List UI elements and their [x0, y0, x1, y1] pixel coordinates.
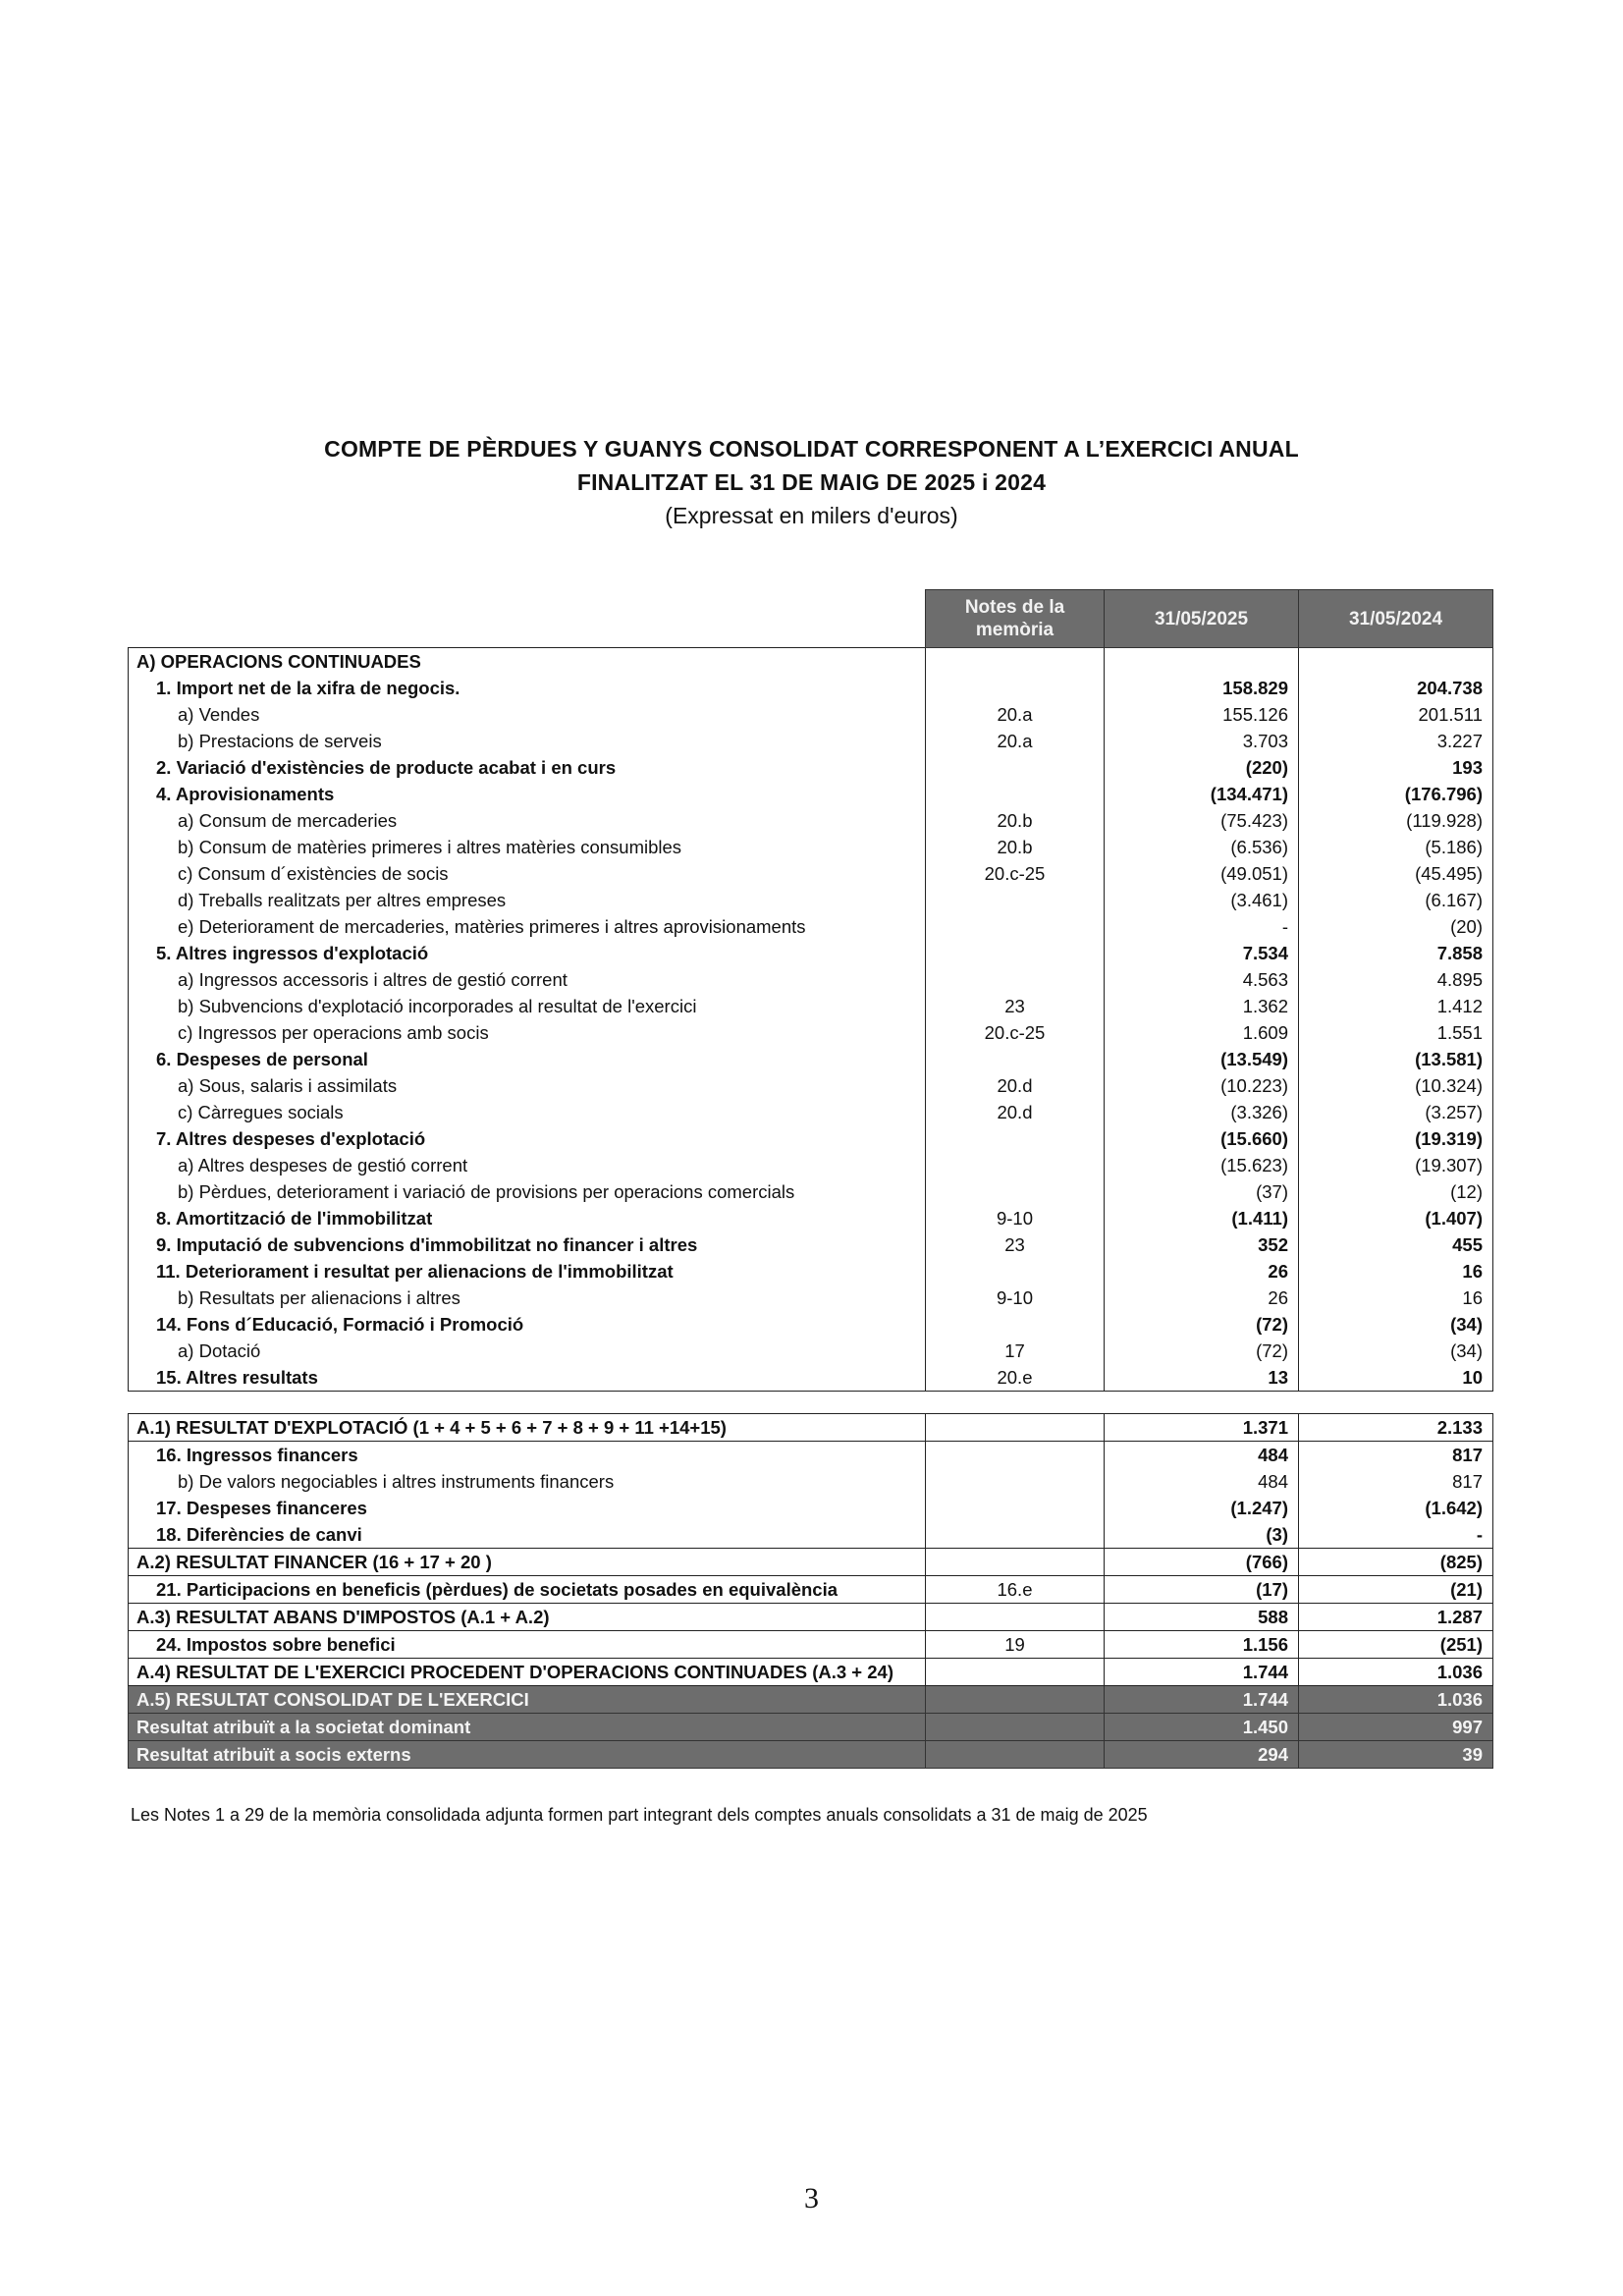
row-value-2024: 997	[1299, 1714, 1493, 1741]
row-value-2024: (119.928)	[1299, 807, 1493, 834]
row-value-2024: 817	[1299, 1442, 1493, 1469]
row-note: 23	[926, 1231, 1105, 1258]
table-row	[129, 1231, 1493, 1258]
table-row	[129, 1364, 1493, 1392]
header-notes-line-1: Notes de la	[964, 597, 1065, 618]
row-value-2024	[1299, 648, 1493, 676]
row-value-2025: (13.549)	[1105, 1046, 1299, 1072]
row-note	[926, 1659, 1105, 1686]
result-row	[129, 1604, 1493, 1631]
table-row	[129, 993, 1493, 1019]
table-row	[129, 754, 1493, 781]
header-2025: 31/05/2025	[1105, 590, 1299, 648]
row-label: c) Consum d´existències de socis	[129, 860, 926, 887]
row-note	[926, 1414, 1105, 1442]
row-note: 16.e	[926, 1576, 1105, 1604]
row-value-2024: 193	[1299, 754, 1493, 781]
row-value-2025: 294	[1105, 1741, 1299, 1769]
row-value-2024: (13.581)	[1299, 1046, 1493, 1072]
row-label: e) Deteriorament de mercaderies, matèries primeres i altres aprovisionaments	[129, 913, 926, 940]
row-label: 17. Despeses financeres	[129, 1495, 926, 1521]
row-label: 21. Participacions en beneficis (pèrdues) de societats posades en equivalència	[129, 1576, 926, 1604]
footnote: Les Notes 1 a 29 de la memòria consolidada adjunta formen part integrant dels comptes anuals consolidats a 31 de maig de 2025	[131, 1805, 1148, 1825]
row-label: d) Treballs realitzats per altres empreses	[129, 887, 926, 913]
row-label: a) Dotació	[129, 1338, 926, 1364]
result-row	[129, 1659, 1493, 1686]
result-row	[129, 1631, 1493, 1659]
table-row	[129, 1178, 1493, 1205]
table-header-row	[129, 590, 1493, 648]
row-value-2025: 7.534	[1105, 940, 1299, 966]
result-row	[129, 1442, 1493, 1469]
row-value-2025: 1.371	[1105, 1414, 1299, 1442]
row-label: 1. Import net de la xifra de negocis.	[129, 675, 926, 701]
row-value-2024: 10	[1299, 1364, 1493, 1392]
table-row	[129, 834, 1493, 860]
row-label: 18. Diferències de canvi	[129, 1521, 926, 1549]
row-note	[926, 1714, 1105, 1741]
row-note	[926, 887, 1105, 913]
row-value-2024: 4.895	[1299, 966, 1493, 993]
row-value-2024: (251)	[1299, 1631, 1493, 1659]
row-label: 15. Altres resultats	[129, 1364, 926, 1392]
row-label: 7. Altres despeses d'explotació	[129, 1125, 926, 1152]
row-value-2024: (5.186)	[1299, 834, 1493, 860]
result-row	[129, 1576, 1493, 1604]
row-value-2025: 484	[1105, 1468, 1299, 1495]
row-value-2025: (75.423)	[1105, 807, 1299, 834]
report-title-line-2: FINALITZAT EL 31 DE MAIG DE 2025 i 2024	[576, 469, 1047, 495]
row-value-2024: 16	[1299, 1258, 1493, 1285]
row-value-2025: 1.744	[1105, 1686, 1299, 1714]
row-value-2024: 817	[1299, 1468, 1493, 1495]
row-note: 19	[926, 1631, 1105, 1659]
table-row	[129, 648, 1493, 676]
result-row	[129, 1686, 1493, 1714]
row-note: 20.e	[926, 1364, 1105, 1392]
row-label: b) Subvencions d'explotació incorporades al resultat de l'exercici	[129, 993, 926, 1019]
row-label: a) Vendes	[129, 701, 926, 728]
row-value-2024: 1.036	[1299, 1686, 1493, 1714]
header-blank-cell	[129, 590, 926, 648]
result-row	[129, 1549, 1493, 1576]
table-row	[129, 1152, 1493, 1178]
row-note	[926, 1442, 1105, 1469]
row-value-2025: (49.051)	[1105, 860, 1299, 887]
row-label: Resultat atribuït a la societat dominant	[129, 1714, 926, 1741]
report-title-block	[0, 432, 1623, 532]
row-note	[926, 1258, 1105, 1285]
row-label: a) Sous, salaris i assimilats	[129, 1072, 926, 1099]
table-row	[129, 781, 1493, 807]
row-note: 20.c-25	[926, 1019, 1105, 1046]
row-value-2025: (6.536)	[1105, 834, 1299, 860]
header-2024: 31/05/2024	[1299, 590, 1493, 648]
row-value-2025: 3.703	[1105, 728, 1299, 754]
table-row	[129, 1311, 1493, 1338]
row-value-2024: 39	[1299, 1741, 1493, 1769]
row-note	[926, 1686, 1105, 1714]
row-value-2024: 204.738	[1299, 675, 1493, 701]
row-value-2024: (3.257)	[1299, 1099, 1493, 1125]
row-value-2025: (37)	[1105, 1178, 1299, 1205]
row-value-2025: (3.326)	[1105, 1099, 1299, 1125]
row-note: 20.d	[926, 1072, 1105, 1099]
row-value-2025: 26	[1105, 1285, 1299, 1311]
row-value-2024: (1.407)	[1299, 1205, 1493, 1231]
row-value-2025: (1.247)	[1105, 1495, 1299, 1521]
row-value-2025: 352	[1105, 1231, 1299, 1258]
row-note	[926, 913, 1105, 940]
row-value-2024: 16	[1299, 1285, 1493, 1311]
row-label: 14. Fons d´Educació, Formació i Promoció	[129, 1311, 926, 1338]
row-label: 24. Impostos sobre benefici	[129, 1631, 926, 1659]
table-row	[129, 1338, 1493, 1364]
row-value-2025: 1.362	[1105, 993, 1299, 1019]
row-label: b) Resultats per alienacions i altres	[129, 1285, 926, 1311]
result-row	[129, 1414, 1493, 1442]
row-value-2025: (1.411)	[1105, 1205, 1299, 1231]
row-value-2025: 1.609	[1105, 1019, 1299, 1046]
section-spacer	[129, 1392, 1493, 1414]
row-label: b) Consum de matèries primeres i altres matèries consumibles	[129, 834, 926, 860]
row-note	[926, 1521, 1105, 1549]
row-label: b) Prestacions de serveis	[129, 728, 926, 754]
row-note: 20.d	[926, 1099, 1105, 1125]
row-value-2025: (15.660)	[1105, 1125, 1299, 1152]
result-row	[129, 1741, 1493, 1769]
row-note	[926, 675, 1105, 701]
row-note	[926, 754, 1105, 781]
row-value-2025: (72)	[1105, 1338, 1299, 1364]
row-value-2025: (220)	[1105, 754, 1299, 781]
row-value-2024: 455	[1299, 1231, 1493, 1258]
row-label: a) Altres despeses de gestió corrent	[129, 1152, 926, 1178]
row-value-2024: 3.227	[1299, 728, 1493, 754]
row-note: 9-10	[926, 1205, 1105, 1231]
result-row	[129, 1714, 1493, 1741]
row-label: b) Pèrdues, deteriorament i variació de provisions per operacions comercials	[129, 1178, 926, 1205]
report-title-line-1: COMPTE DE PÈRDUES Y GUANYS CONSOLIDAT CORRESPONENT A L’EXERCICI ANUAL	[324, 436, 1299, 462]
row-value-2025: 13	[1105, 1364, 1299, 1392]
row-value-2025: (72)	[1105, 1311, 1299, 1338]
row-note	[926, 1549, 1105, 1576]
row-note	[926, 940, 1105, 966]
row-note	[926, 1178, 1105, 1205]
row-value-2025: 1.450	[1105, 1714, 1299, 1741]
row-value-2024: 201.511	[1299, 701, 1493, 728]
row-value-2025: 4.563	[1105, 966, 1299, 993]
row-value-2024: (20)	[1299, 913, 1493, 940]
table-row	[129, 807, 1493, 834]
row-note: 20.b	[926, 834, 1105, 860]
row-value-2025: 484	[1105, 1442, 1299, 1469]
table-row	[129, 1046, 1493, 1072]
row-value-2025: (17)	[1105, 1576, 1299, 1604]
row-label: 9. Imputació de subvencions d'immobilitzat no financer i altres	[129, 1231, 926, 1258]
row-label: A.4) RESULTAT DE L'EXERCICI PROCEDENT D'OPERACIONS CONTINUADES (A.3 + 24)	[129, 1659, 926, 1686]
row-note	[926, 1495, 1105, 1521]
row-label: 5. Altres ingressos d'explotació	[129, 940, 926, 966]
row-label: c) Càrregues socials	[129, 1099, 926, 1125]
table-row	[129, 1125, 1493, 1152]
row-note	[926, 1125, 1105, 1152]
row-label: Resultat atribuït a socis externs	[129, 1741, 926, 1769]
row-value-2024: -	[1299, 1521, 1493, 1549]
row-value-2024: (6.167)	[1299, 887, 1493, 913]
row-label: A.1) RESULTAT D'EXPLOTACIÓ (1 + 4 + 5 + 6 + 7 + 8 + 9 + 11 +14+15)	[129, 1414, 926, 1442]
table-row	[129, 940, 1493, 966]
row-label: a) Consum de mercaderies	[129, 807, 926, 834]
row-note: 20.a	[926, 728, 1105, 754]
row-value-2024: (825)	[1299, 1549, 1493, 1576]
page-number: 3	[804, 2182, 819, 2214]
row-value-2025: 1.744	[1105, 1659, 1299, 1686]
row-note	[926, 1604, 1105, 1631]
table-row	[129, 860, 1493, 887]
row-note: 20.b	[926, 807, 1105, 834]
row-label: 4. Aprovisionaments	[129, 781, 926, 807]
row-value-2024: 1.551	[1299, 1019, 1493, 1046]
row-value-2024: (19.319)	[1299, 1125, 1493, 1152]
row-value-2024: 7.858	[1299, 940, 1493, 966]
row-note: 20.c-25	[926, 860, 1105, 887]
result-row	[129, 1521, 1493, 1549]
row-value-2025: 26	[1105, 1258, 1299, 1285]
operations-section	[129, 648, 1493, 1392]
row-label: A.5) RESULTAT CONSOLIDAT DE L'EXERCICI	[129, 1686, 926, 1714]
row-value-2024: (21)	[1299, 1576, 1493, 1604]
row-note	[926, 1741, 1105, 1769]
row-value-2024: 1.287	[1299, 1604, 1493, 1631]
row-label: 11. Deteriorament i resultat per alienacions de l'immobilitzat	[129, 1258, 926, 1285]
table-row	[129, 1099, 1493, 1125]
table-row	[129, 1285, 1493, 1311]
table-row	[129, 675, 1493, 701]
row-note	[926, 1152, 1105, 1178]
row-label: A.2) RESULTAT FINANCER (16 + 17 + 20 )	[129, 1549, 926, 1576]
row-value-2025: 588	[1105, 1604, 1299, 1631]
row-label: c) Ingressos per operacions amb socis	[129, 1019, 926, 1046]
row-value-2025: (3.461)	[1105, 887, 1299, 913]
row-note: 9-10	[926, 1285, 1105, 1311]
header-notes	[926, 590, 1105, 648]
table-row	[129, 1205, 1493, 1231]
row-value-2025: (766)	[1105, 1549, 1299, 1576]
row-value-2024: 2.133	[1299, 1414, 1493, 1442]
table-row	[129, 1019, 1493, 1046]
results-section	[129, 1414, 1493, 1769]
row-label: 2. Variació d'existències de producte acabat i en curs	[129, 754, 926, 781]
row-label: 6. Despeses de personal	[129, 1046, 926, 1072]
income-statement-table-wrapper	[128, 589, 1492, 1769]
row-value-2025: 158.829	[1105, 675, 1299, 701]
row-note	[926, 1046, 1105, 1072]
row-value-2024: (34)	[1299, 1338, 1493, 1364]
income-statement-table	[128, 589, 1493, 1769]
row-note	[926, 966, 1105, 993]
row-value-2024: (10.324)	[1299, 1072, 1493, 1099]
row-label: b) De valors negociables i altres instruments financers	[129, 1468, 926, 1495]
row-value-2025: (134.471)	[1105, 781, 1299, 807]
row-value-2025: (10.223)	[1105, 1072, 1299, 1099]
result-row	[129, 1468, 1493, 1495]
row-label: 8. Amortització de l'immobilitzat	[129, 1205, 926, 1231]
row-note	[926, 1468, 1105, 1495]
table-row	[129, 966, 1493, 993]
table-row	[129, 887, 1493, 913]
row-value-2024: (176.796)	[1299, 781, 1493, 807]
result-row	[129, 1495, 1493, 1521]
row-note: 23	[926, 993, 1105, 1019]
row-label: A.3) RESULTAT ABANS D'IMPOSTOS (A.1 + A.2)	[129, 1604, 926, 1631]
row-value-2025	[1105, 648, 1299, 676]
row-note: 17	[926, 1338, 1105, 1364]
row-label: a) Ingressos accessoris i altres de gestió corrent	[129, 966, 926, 993]
row-value-2024: 1.036	[1299, 1659, 1493, 1686]
row-value-2024: (19.307)	[1299, 1152, 1493, 1178]
row-note	[926, 1311, 1105, 1338]
table-row	[129, 701, 1493, 728]
row-value-2025: (3)	[1105, 1521, 1299, 1549]
row-value-2024: (1.642)	[1299, 1495, 1493, 1521]
row-value-2025: 155.126	[1105, 701, 1299, 728]
table-row	[129, 1258, 1493, 1285]
row-label: A) OPERACIONS CONTINUADES	[129, 648, 926, 676]
table-row	[129, 913, 1493, 940]
row-value-2024: 1.412	[1299, 993, 1493, 1019]
row-value-2025: 1.156	[1105, 1631, 1299, 1659]
row-value-2024: (12)	[1299, 1178, 1493, 1205]
row-value-2025: -	[1105, 913, 1299, 940]
table-row	[129, 728, 1493, 754]
row-note: 20.a	[926, 701, 1105, 728]
report-subtitle: (Expressat en milers d'euros)	[665, 503, 958, 528]
table-row	[129, 1072, 1493, 1099]
row-value-2024: (34)	[1299, 1311, 1493, 1338]
row-note	[926, 781, 1105, 807]
row-note	[926, 648, 1105, 676]
header-notes-line-2: memòria	[975, 620, 1055, 640]
row-label: 16. Ingressos financers	[129, 1442, 926, 1469]
row-value-2024: (45.495)	[1299, 860, 1493, 887]
row-value-2025: (15.623)	[1105, 1152, 1299, 1178]
